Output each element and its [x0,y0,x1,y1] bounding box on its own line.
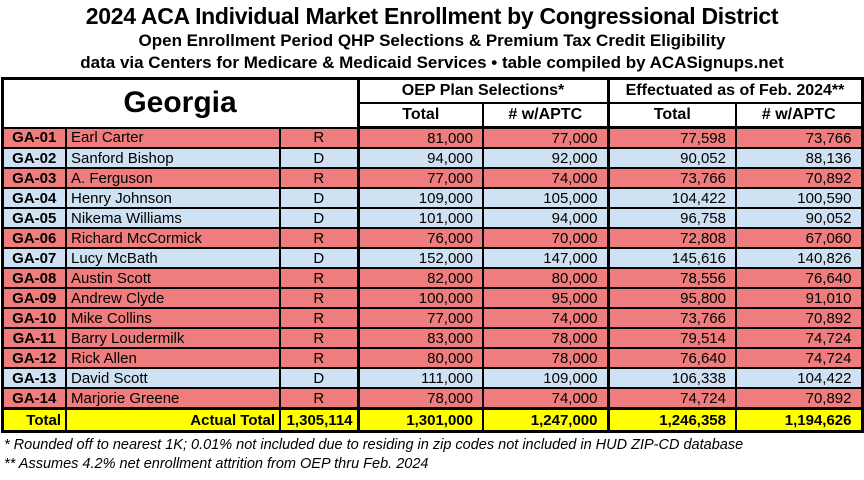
eff-aptc-cell: 74,724 [736,348,862,368]
table-row [2,128,862,149]
actual-total-value-cell: 1,305,114 [280,409,358,432]
party-cell: R [280,128,358,149]
district-cell: GA-11 [2,328,66,348]
rep-name-cell: Richard McCormick [66,228,280,248]
page-title: 2024 ACA Individual Market Enrollment by Congressional District [85,3,779,29]
eff-total-cell: 73,766 [608,168,736,188]
eff-aptc-cell: 67,060 [736,228,862,248]
party-cell: R [280,388,358,409]
oep-total-cell: 152,000 [358,248,483,268]
oep-aptc-cell: 74,000 [483,308,608,328]
rep-name-cell: Lucy McBath [66,248,280,268]
col-header-eff-total: Total [608,103,736,128]
page-source-line: data via Centers for Medicare & Medicaid Services • table compiled by ACASignups.net [80,53,784,72]
party-cell: D [280,188,358,208]
district-cell: GA-07 [2,248,66,268]
oep-total-cell: 100,000 [358,288,483,308]
oep-aptc-cell: 80,000 [483,268,608,288]
eff-total-cell: 90,052 [608,148,736,168]
eff-total-cell: 106,338 [608,368,736,388]
party-cell: R [280,268,358,288]
footnote-rounding: * Rounded off to nearest 1K; 0.01% not included due to residing in zip codes not included in HUD ZIP-CD database [4,437,744,453]
party-cell: R [280,288,358,308]
eff-total-cell: 72,808 [608,228,736,248]
eff-total-cell: 73,766 [608,308,736,328]
total-label-cell: Total [2,409,66,432]
group-header-effectuated: Effectuated as of Feb. 2024** [608,79,862,104]
oep-total-cell: 78,000 [358,388,483,409]
oep-aptc-cell: 78,000 [483,328,608,348]
col-header-oep-aptc: # w/APTC [483,103,608,128]
table-row [2,248,862,268]
party-cell: D [280,368,358,388]
total-oep-aptc-cell: 1,247,000 [483,409,608,432]
oep-aptc-cell: 78,000 [483,348,608,368]
table-row [2,228,862,248]
oep-total-cell: 94,000 [358,148,483,168]
col-header-eff-aptc: # w/APTC [736,103,862,128]
rep-name-cell: Mike Collins [66,308,280,328]
rep-name-cell: Andrew Clyde [66,288,280,308]
district-cell: GA-03 [2,168,66,188]
district-cell: GA-01 [2,128,66,149]
oep-total-cell: 77,000 [358,168,483,188]
eff-aptc-cell: 70,892 [736,168,862,188]
district-cell: GA-06 [2,228,66,248]
eff-aptc-cell: 91,010 [736,288,862,308]
oep-total-cell: 81,000 [358,128,483,149]
rep-name-cell: David Scott [66,368,280,388]
district-cell: GA-05 [2,208,66,228]
party-cell: D [280,248,358,268]
eff-aptc-cell: 74,724 [736,328,862,348]
eff-aptc-cell: 90,052 [736,208,862,228]
table-row [2,148,862,168]
table-row [2,308,862,328]
eff-aptc-cell: 76,640 [736,268,862,288]
eff-total-cell: 76,640 [608,348,736,368]
total-row [2,409,862,432]
eff-total-cell: 95,800 [608,288,736,308]
party-cell: D [280,148,358,168]
eff-total-cell: 104,422 [608,188,736,208]
district-cell: GA-02 [2,148,66,168]
total-eff-aptc-cell: 1,194,626 [736,409,862,432]
oep-total-cell: 109,000 [358,188,483,208]
oep-total-cell: 101,000 [358,208,483,228]
table-row [2,168,862,188]
oep-aptc-cell: 147,000 [483,248,608,268]
district-cell: GA-10 [2,308,66,328]
oep-aptc-cell: 77,000 [483,128,608,149]
district-cell: GA-12 [2,348,66,368]
party-cell: R [280,348,358,368]
page-subtitle: Open Enrollment Period QHP Selections & Premium Tax Credit Eligibility [138,31,726,50]
district-cell: GA-13 [2,368,66,388]
party-cell: R [280,228,358,248]
eff-total-cell: 77,598 [608,128,736,149]
table-row [2,328,862,348]
oep-aptc-cell: 70,000 [483,228,608,248]
group-header-oep: OEP Plan Selections* [358,79,608,104]
rep-name-cell: A. Ferguson [66,168,280,188]
oep-total-cell: 77,000 [358,308,483,328]
eff-aptc-cell: 104,422 [736,368,862,388]
party-cell: R [280,168,358,188]
district-cell: GA-04 [2,188,66,208]
eff-aptc-cell: 88,136 [736,148,862,168]
table-row [2,368,862,388]
oep-aptc-cell: 105,000 [483,188,608,208]
rep-name-cell: Henry Johnson [66,188,280,208]
eff-total-cell: 79,514 [608,328,736,348]
party-cell: D [280,208,358,228]
footnotes [4,436,864,474]
district-cell: GA-08 [2,268,66,288]
oep-aptc-cell: 74,000 [483,168,608,188]
state-header: Georgia [2,79,358,128]
party-cell: R [280,328,358,348]
district-cell: GA-14 [2,388,66,409]
table-row [2,348,862,368]
oep-total-cell: 111,000 [358,368,483,388]
rep-name-cell: Marjorie Greene [66,388,280,409]
footnote-attrition: ** Assumes 4.2% net enrollment attrition from OEP thru Feb. 2024 [4,456,429,472]
actual-total-label-cell: Actual Total [66,409,280,432]
oep-aptc-cell: 109,000 [483,368,608,388]
eff-aptc-cell: 73,766 [736,128,862,149]
oep-total-cell: 76,000 [358,228,483,248]
oep-aptc-cell: 95,000 [483,288,608,308]
rep-name-cell: Barry Loudermilk [66,328,280,348]
eff-aptc-cell: 70,892 [736,308,862,328]
table-row [2,208,862,228]
table-body [2,128,862,409]
table-row [2,388,862,409]
eff-aptc-cell: 70,892 [736,388,862,409]
eff-total-cell: 74,724 [608,388,736,409]
oep-aptc-cell: 92,000 [483,148,608,168]
eff-total-cell: 96,758 [608,208,736,228]
table-row [2,288,862,308]
oep-total-cell: 82,000 [358,268,483,288]
party-cell: R [280,308,358,328]
rep-name-cell: Austin Scott [66,268,280,288]
eff-aptc-cell: 100,590 [736,188,862,208]
oep-aptc-cell: 74,000 [483,388,608,409]
eff-aptc-cell: 140,826 [736,248,862,268]
rep-name-cell: Nikema Williams [66,208,280,228]
eff-total-cell: 78,556 [608,268,736,288]
table-row [2,188,862,208]
oep-total-cell: 83,000 [358,328,483,348]
district-cell: GA-09 [2,288,66,308]
table-row [2,268,862,288]
enrollment-table [1,77,864,433]
eff-total-cell: 145,616 [608,248,736,268]
rep-name-cell: Rick Allen [66,348,280,368]
total-oep-total-cell: 1,301,000 [358,409,483,432]
rep-name-cell: Sanford Bishop [66,148,280,168]
title-block [0,0,864,74]
rep-name-cell: Earl Carter [66,128,280,149]
oep-total-cell: 80,000 [358,348,483,368]
col-header-oep-total: Total [358,103,483,128]
group-header-row [2,79,862,104]
oep-aptc-cell: 94,000 [483,208,608,228]
total-eff-total-cell: 1,246,358 [608,409,736,432]
